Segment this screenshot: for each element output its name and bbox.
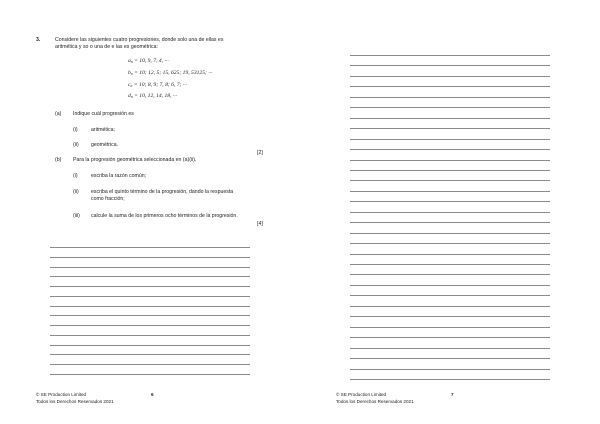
answer-line[interactable] (50, 247, 250, 248)
part-a-ii-label: (ii) (73, 142, 79, 148)
answer-line[interactable] (50, 345, 250, 346)
answer-line[interactable] (50, 315, 250, 316)
answer-line[interactable] (350, 128, 550, 129)
part-b-ii-text2: como fracción; (91, 196, 125, 202)
answer-line[interactable] (350, 264, 550, 265)
answer-line[interactable] (350, 86, 550, 87)
answer-line[interactable] (350, 233, 550, 234)
footer-copyright: © SE Production Limited (36, 392, 87, 397)
part-a-ii-text: geométrica. (91, 142, 119, 148)
right-page (300, 0, 600, 424)
answer-line[interactable] (50, 374, 250, 375)
answer-line[interactable] (350, 348, 550, 349)
answer-line[interactable] (350, 170, 550, 171)
answer-line[interactable] (350, 180, 550, 181)
answer-line[interactable] (50, 335, 250, 336)
part-a-label: (a) (55, 111, 62, 117)
answer-line[interactable] (350, 76, 550, 77)
question-number: 3. (36, 37, 41, 43)
footer-copyright: © SE Production Limited (336, 392, 387, 397)
page-number: 7 (451, 392, 454, 397)
answer-line[interactable] (50, 296, 250, 297)
footer-rights: Todos los Derechos Reservados 2021 (36, 399, 114, 404)
page-number: 6 (151, 392, 154, 397)
answer-line[interactable] (350, 285, 550, 286)
answer-line[interactable] (350, 254, 550, 255)
answer-line[interactable] (350, 55, 550, 56)
answer-line[interactable] (350, 97, 550, 98)
part-b-iii-text: calcule la suma de los primeros ocho términos de la progresión. (91, 213, 238, 219)
answer-line[interactable] (350, 316, 550, 317)
answer-line[interactable] (50, 325, 250, 326)
question-intro-line2: aritmética y so o una de e las es geométrica: (55, 44, 158, 50)
answer-line[interactable] (350, 327, 550, 328)
answer-line[interactable] (350, 306, 550, 307)
answer-line[interactable] (350, 149, 550, 150)
answer-line[interactable] (50, 257, 250, 258)
sequence-c: $c_n = 10$; 8, 9; 7, 8; 6, 7; ··· (128, 82, 187, 88)
answer-line[interactable] (50, 364, 250, 365)
part-b-ii-label: (ii) (73, 189, 79, 195)
answer-line[interactable] (350, 191, 550, 192)
part-a-text: Indique cuál progresión es (73, 111, 134, 117)
answer-line[interactable] (350, 369, 550, 370)
footer-rights: Todos los Derechos Reservados 2021 (336, 399, 414, 404)
answer-line[interactable] (350, 358, 550, 359)
part-b-i-text: escriba la razón común; (91, 173, 147, 179)
answer-line[interactable] (350, 379, 550, 380)
answer-line[interactable] (350, 243, 550, 244)
answer-line[interactable] (350, 295, 550, 296)
answer-line[interactable] (50, 306, 250, 307)
answer-line[interactable] (350, 139, 550, 140)
answer-line[interactable] (350, 65, 550, 66)
part-b-marks: [4] (257, 221, 263, 227)
answer-line[interactable] (350, 212, 550, 213)
sequence-d: $d_n = 10$, 12, 14, 18, ··· (128, 93, 178, 99)
answer-line[interactable] (50, 267, 250, 268)
answer-line[interactable] (350, 274, 550, 275)
answer-line[interactable] (50, 354, 250, 355)
sequence-b: $b_n = 10$; 12, 5; 15, 625; 19, 53125; ··· (128, 70, 213, 76)
part-b-iii-label: (iii) (73, 213, 80, 219)
part-a-marks: [2] (257, 150, 263, 156)
part-a-i-text: aritmética; (91, 127, 115, 133)
part-b-ii-text: escriba el quinto término de la progresión, dando la respuesta (91, 189, 234, 195)
answer-line[interactable] (350, 107, 550, 108)
answer-line[interactable] (350, 337, 550, 338)
question-intro-line1: Considere las siguientes cuatro progresiones, donde solo una de ellas es (55, 37, 224, 43)
part-a-i-label: (i) (73, 127, 78, 133)
answer-line[interactable] (50, 276, 250, 277)
part-b-text: Para la progresión geométrica seleccionada en (a)(ii), (73, 157, 197, 163)
part-b-label: (b) (55, 157, 62, 163)
answer-line[interactable] (350, 118, 550, 119)
answer-line[interactable] (350, 160, 550, 161)
answer-line[interactable] (50, 286, 250, 287)
answer-line[interactable] (350, 222, 550, 223)
answer-line[interactable] (350, 201, 550, 202)
part-b-i-label: (i) (73, 173, 78, 179)
sequence-a: $a_n = 10$, 9, 7, 4, ··· (128, 58, 169, 64)
